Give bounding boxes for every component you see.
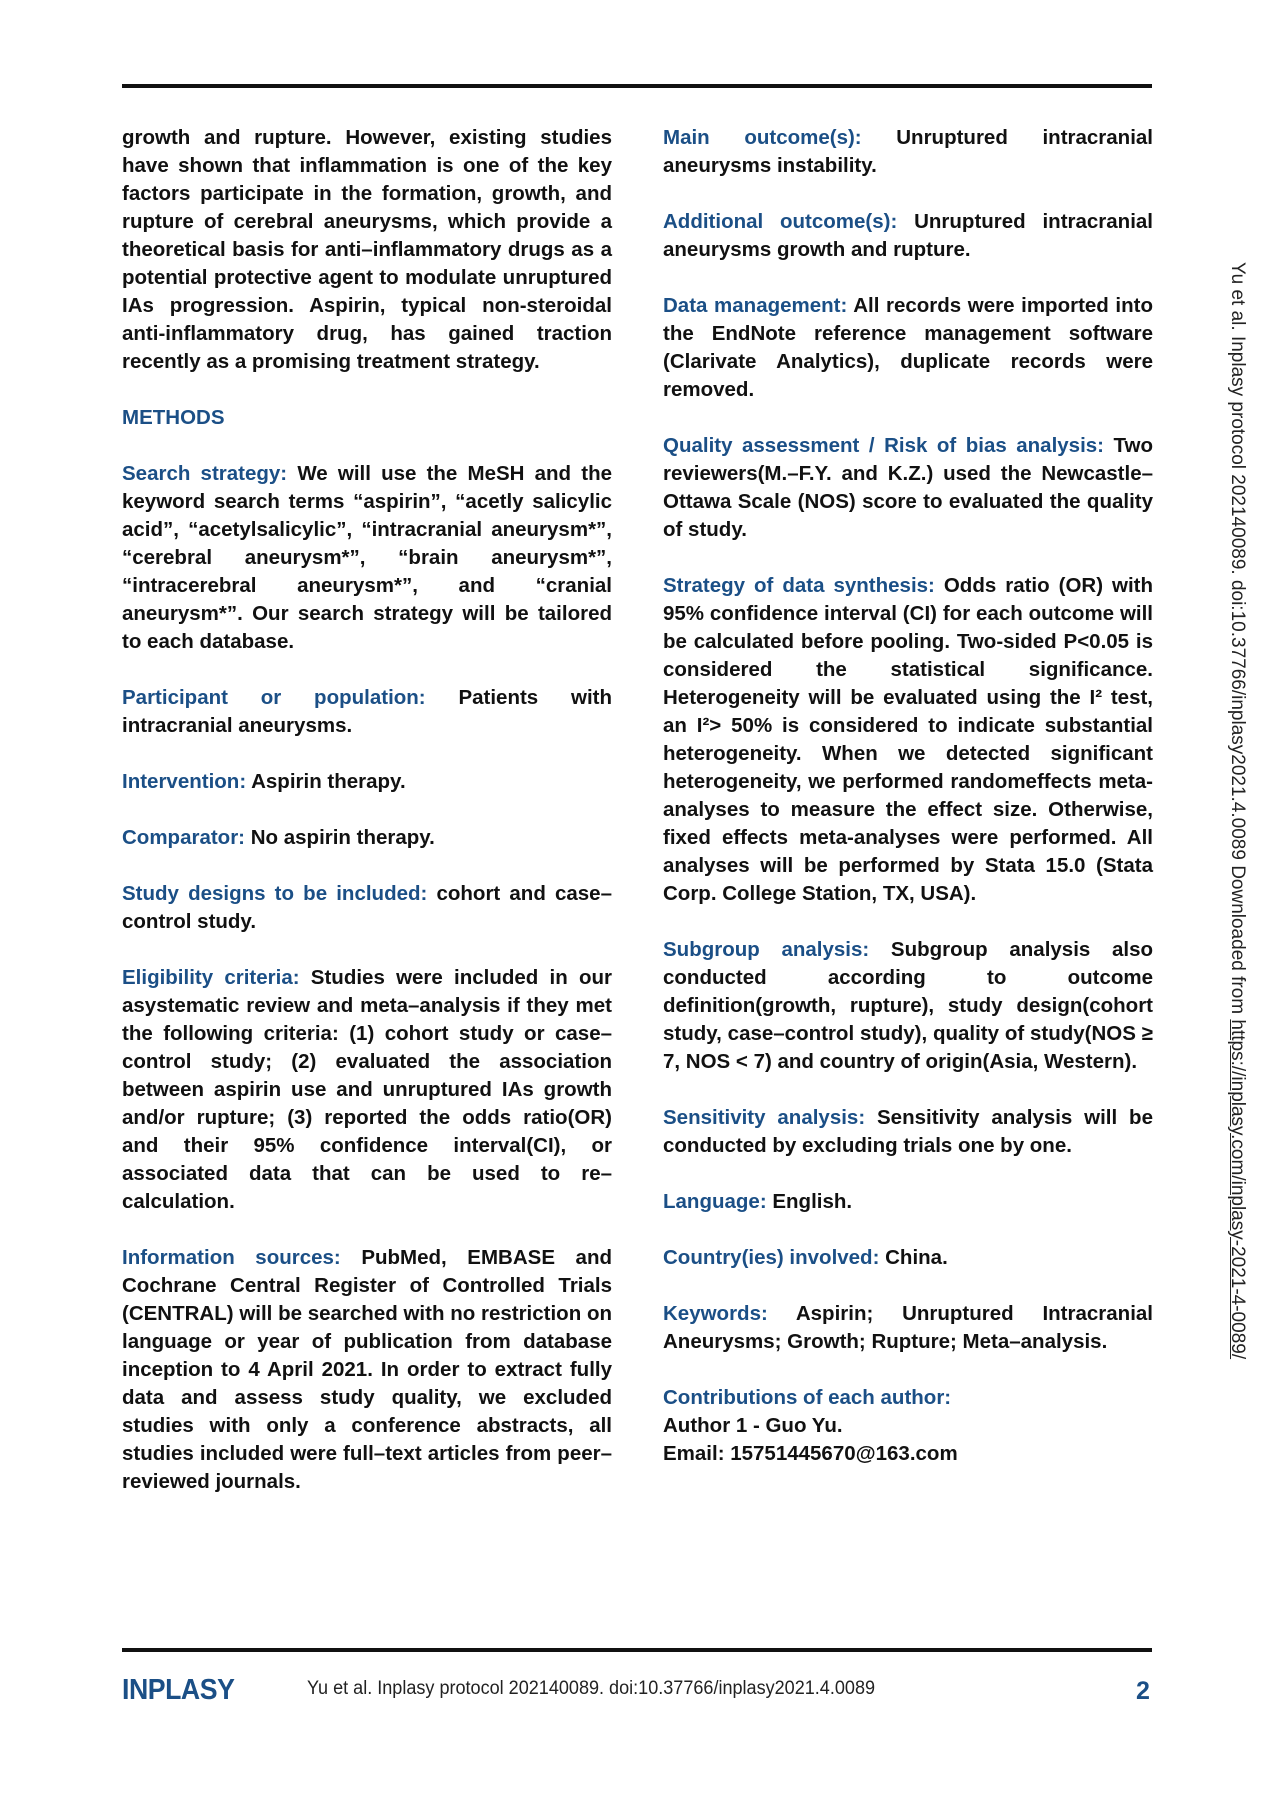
section-study-designs: [122, 880, 612, 936]
download-link[interactable]: https://inplasy.com/inplasy-2021-4-0089/: [1227, 1019, 1248, 1360]
section-subgroup-analysis: [663, 936, 1153, 1076]
methods-heading: METHODS: [122, 406, 225, 429]
section-text: Unruptured intracranial aneurysms instability.: [663, 126, 1153, 177]
contributions-label: Contributions of each author:: [663, 1386, 952, 1409]
section-label: Intervention:: [122, 770, 247, 793]
left-column: [122, 124, 612, 1524]
section-text: Two reviewers(M.–F.Y. and K.Z.) used the Newcastle–Ottawa Scale (NOS) score to evaluated the quality of study.: [663, 434, 1153, 541]
right-column: [663, 124, 1153, 1496]
footer-citation: Yu et al. Inplasy protocol 202140089. doi:10.37766/inplasy2021.4.0089: [307, 1678, 876, 1699]
section-data-synthesis: [663, 572, 1153, 908]
section-text: Patients with intracranial aneurysms.: [122, 686, 612, 737]
section-text: We will use the MeSH and the keyword search terms “aspirin”, “acetly salicylic acid”, “acetylsalicylic”, “intracranial aneurysm*”, “cerebral aneurysm*”, “brain aneurysm*”, “intracerebral aneurysm*”, and “cranial aneurysm*”. Our search strategy will be tailored to each database.: [122, 462, 612, 653]
section-label: Participant or population:: [122, 686, 426, 709]
section-text: Aspirin; Unruptured Intracranial Aneurysms; Growth; Rupture; Meta–analysis.: [663, 1302, 1153, 1353]
bottom-rule: [122, 1648, 1152, 1652]
section-text: Unruptured intracranial aneurysms growth and rupture.: [663, 210, 1153, 261]
section-countries-involved: [663, 1244, 1153, 1272]
section-label: Keywords:: [663, 1302, 768, 1325]
side-download-note: [1226, 262, 1248, 1359]
author-line: Author 1 - Guo Yu.: [663, 1414, 843, 1437]
section-additional-outcomes: [663, 208, 1153, 264]
side-note-text: Yu et al. Inplasy protocol 202140089. doi:10.37766/inplasy2021.4.0089 Downloaded from: [1227, 262, 1248, 1020]
section-information-sources: [122, 1244, 612, 1496]
section-participant-population: [122, 684, 612, 740]
section-text: Odds ratio (OR) with 95% confidence interval (CI) for each outcome will be calculated before pooling. Two-sided P<0.05 is considered the statistical significance. Heterogeneity will be evaluated using the I² test, an I²> 50% is considered to indicate substantial heterogeneity. When we detected significant heterogeneity, we performed randomeffects meta-analyses to measure the effect size. Otherwise, fixed effects meta-analyses were performed. All analyses will be performed by Stata 15.0 (Stata Corp. College Station, TX, USA).: [663, 574, 1154, 905]
section-label: Strategy of data synthesis:: [663, 574, 935, 597]
section-intervention: [122, 768, 612, 796]
section-text: All records were imported into the EndNote reference management software (Clarivate Analytics), duplicate records were removed.: [663, 294, 1154, 401]
section-keywords: [663, 1300, 1153, 1356]
section-sensitivity-analysis: [663, 1104, 1153, 1160]
section-label: Main outcome(s):: [663, 126, 862, 149]
section-text: cohort and case–control study.: [122, 882, 612, 933]
section-label: Sensitivity analysis:: [663, 1106, 866, 1129]
section-label: Additional outcome(s):: [663, 210, 898, 233]
section-data-management: [663, 292, 1153, 404]
section-label: Language:: [663, 1190, 767, 1213]
section-quality-assessment: [663, 432, 1153, 544]
section-label: Search strategy:: [122, 462, 288, 485]
section-text: Aspirin therapy.: [251, 770, 406, 793]
inplasy-logo: INPLASY: [122, 1674, 235, 1706]
section-text: Sensitivity analysis will be conducted by excluding trials one by one.: [663, 1106, 1153, 1157]
intro-paragraph: growth and rupture. However, existing studies have shown that inflammation is one of the key factors participate in the formation, growth, and rupture of cerebral aneurysms, which provide a theoretical basis for anti–inflammatory drugs as a potential protective agent to modulate unruptured IAs progression. Aspirin, typical non-steroidal anti-inflammatory drug, has gained traction recently as a promising treatment strategy.: [122, 126, 612, 373]
author-email: Email: 15751445670@163.com: [663, 1442, 958, 1465]
section-label: Study designs to be included:: [122, 882, 428, 905]
section-language: [663, 1188, 1153, 1216]
section-label: Quality assessment / Risk of bias analysis:: [663, 434, 1105, 457]
top-rule: [122, 84, 1152, 88]
section-text: China.: [885, 1246, 948, 1269]
section-label: Information sources:: [122, 1246, 341, 1269]
section-main-outcomes: [663, 124, 1153, 180]
section-label: Comparator:: [122, 826, 246, 849]
section-text: English.: [772, 1190, 853, 1213]
section-contributions: [663, 1384, 1153, 1468]
section-eligibility-criteria: [122, 964, 612, 1216]
section-text: No aspirin therapy.: [250, 826, 435, 849]
section-text: Studies were included in our asystematic review and meta–analysis if they met the following criteria: (1) cohort study or case–control study; (2) evaluated the association between aspirin use and unruptured IAs growth and/or rupture; (3) reported the odds ratio(OR) and their 95% confidence interval(CI), or associated data that can be used to re–calculation.: [122, 966, 612, 1213]
section-label: Subgroup analysis:: [663, 938, 870, 961]
page-number: 2: [1136, 1677, 1150, 1705]
section-label: Country(ies) involved:: [663, 1246, 880, 1269]
section-search-strategy: [122, 460, 612, 656]
section-text: PubMed, EMBASE and Cochrane Central Register of Controlled Trials (CENTRAL) will be searched with no restriction on language or year of publication from database inception to 4 April 2021. In order to extract fully data and assess study quality, we excluded studies with only a conference abstracts, all studies included were full–text articles from peer–reviewed journals.: [122, 1246, 612, 1493]
section-comparator: [122, 824, 612, 852]
section-label: Eligibility criteria:: [122, 966, 300, 989]
section-label: Data management:: [663, 294, 848, 317]
section-text: Subgroup analysis also conducted according to outcome definition(growth, rupture), study design(cohort study, case–control study), quality of study(NOS ≥ 7, NOS < 7) and country of origin(Asia, Western).: [663, 938, 1153, 1073]
